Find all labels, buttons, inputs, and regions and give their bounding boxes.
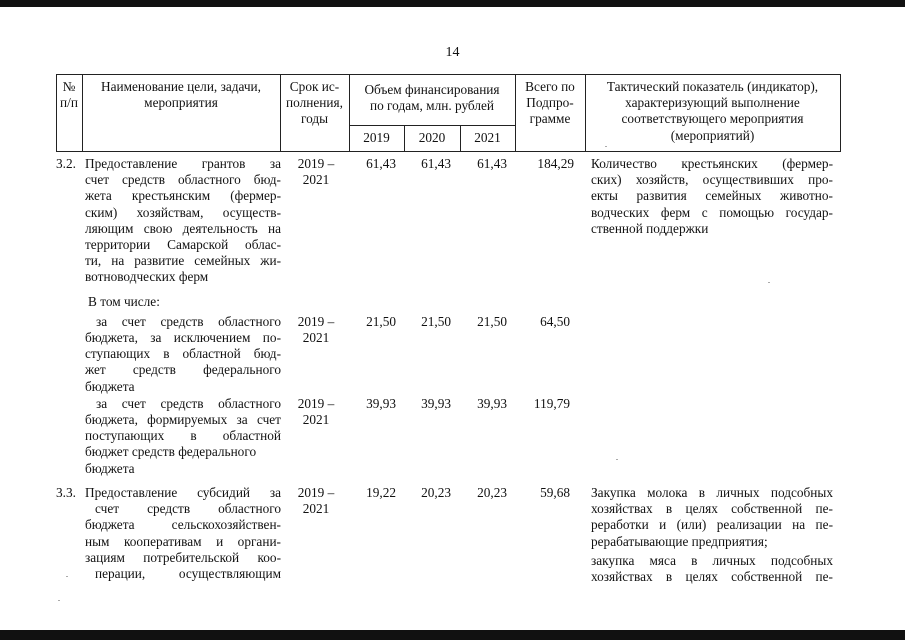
header-name: Наименование цели, задачи, мероприятия bbox=[101, 79, 261, 111]
subrow-regional-budget-total: 64,50 bbox=[540, 314, 570, 329]
header-num: № п/п bbox=[60, 79, 78, 111]
scan-border-top bbox=[0, 0, 905, 7]
scan-border-bottom bbox=[0, 630, 905, 640]
row-3-3-name: Предоставление субсидий за счет средств областного бюджета сельскохозяйствен- ным кооперативам и органи- зациям потребительской коо- перации, осуществляющим bbox=[85, 485, 281, 582]
row-3-2-num: 3.2. bbox=[56, 156, 76, 171]
subitems-label: В том числе: bbox=[88, 294, 160, 309]
row-3-2-name: Предоставление грантов за счет средств областного бюд- жета крестьянским (фермер- ским) хозяйствам, осуществ- ляющим свою деятельность на территории Самарской облас- ти, на развитие семейных жи- вотноводческих ферм bbox=[85, 156, 281, 285]
subrow-federal-funded-value-2019: 39,93 bbox=[366, 396, 396, 411]
row-3-2-indicator: Количество крестьянских (фермер- ских) хозяйств, осуществивших про- екты развития семейных животно- водческих ферм с помощью государ- ственной поддержки bbox=[591, 156, 833, 236]
subrow-regional-budget-name: за счет средств областного bbox=[96, 314, 281, 329]
subrow-federal-funded-name: за счет средств областного bbox=[96, 396, 281, 411]
subrow-regional-budget-value-2021: 21,50 bbox=[477, 314, 507, 329]
row-3-2-total: 184,29 bbox=[537, 156, 574, 171]
header-year-2019: 2019 bbox=[363, 130, 390, 145]
row-3-2-value-2019: 61,43 bbox=[366, 156, 396, 171]
header-total: Всего по Подпро- грамме bbox=[525, 79, 575, 127]
subrow-federal-funded-value-2020: 39,93 bbox=[421, 396, 451, 411]
row-3-3-value-2021: 20,23 bbox=[477, 485, 507, 500]
header-year-2020: 2020 bbox=[418, 130, 446, 145]
subrow-federal-funded-total: 119,79 bbox=[533, 396, 570, 411]
header-term: Срок ис- полнения, годы bbox=[286, 79, 343, 127]
row-3-2-value-2021: 61,43 bbox=[477, 156, 507, 171]
header-year-2021: 2021 bbox=[474, 130, 501, 145]
subrow-regional-budget-value-2019: 21,50 bbox=[366, 314, 396, 329]
row-3-3-num: 3.3. bbox=[56, 485, 76, 500]
subrow-federal-funded-name-cont: бюджета, формируемых за счет поступающих в областной бюджет средств федерального бюджета bbox=[85, 412, 281, 476]
row-3-3-term: 2019 – 2021 bbox=[297, 485, 335, 517]
header-indicator: Тактический показатель (индикатор), характеризующий выполнение соответствующего мероприятия (мероприятий) bbox=[606, 79, 819, 143]
header-funding: Объем финансирования по годам, млн. рублей bbox=[364, 82, 500, 114]
subrow-regional-budget-term: 2019 – 2021 bbox=[297, 314, 335, 346]
row-3-3-total: 59,68 bbox=[540, 485, 570, 500]
row-3-3-value-2019: 19,22 bbox=[366, 485, 396, 500]
row-3-2-value-2020: 61,43 bbox=[421, 156, 451, 171]
subrow-federal-funded-term: 2019 – 2021 bbox=[297, 396, 335, 428]
subrow-regional-budget-value-2020: 21,50 bbox=[421, 314, 451, 329]
subrow-regional-budget-name-cont: бюджета, за исключением по- ступающих в областной бюд- жет средств федерального бюджета bbox=[85, 330, 281, 394]
row-3-2-term: 2019 – 2021 bbox=[297, 156, 335, 188]
row-3-3-indicator: Закупка молока в личных подсобных хозяйствах в целях собственной пе- реработки и (или) реализации на пе- рерабатывающие предприятия; закупка мяса в личных подсобных хозяйствах в целях собственной пе- bbox=[591, 485, 833, 585]
row-3-3-value-2020: 20,23 bbox=[421, 485, 451, 500]
subrow-federal-funded-value-2021: 39,93 bbox=[477, 396, 507, 411]
page-number: 14 bbox=[445, 45, 460, 60]
